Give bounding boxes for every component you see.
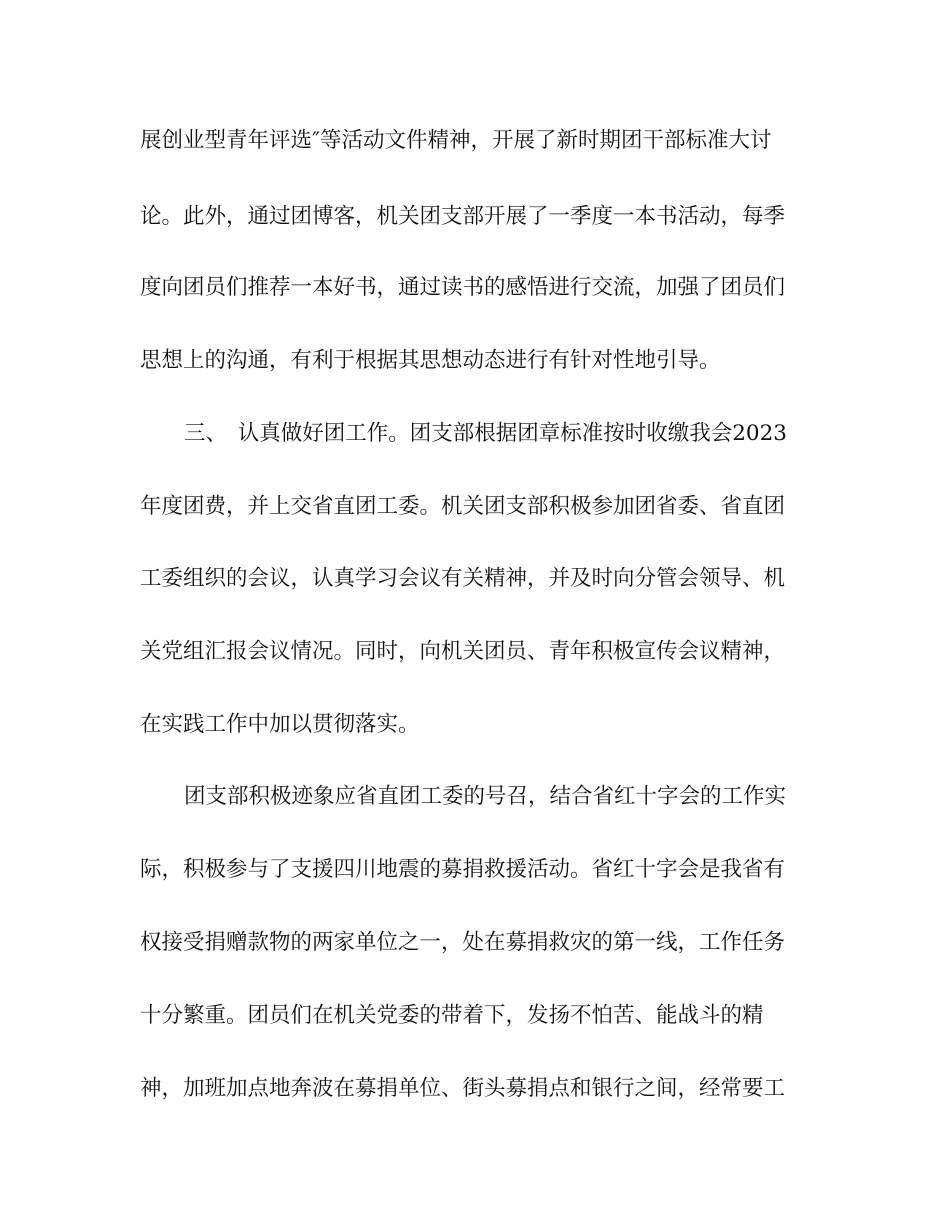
text-line: 论。此外，通过团博客，机关团支部开展了一季度一本书活动，每季 bbox=[140, 204, 786, 229]
text-line: 际，积极参与了支援四川地震的募捐救援活动。省红十字会是我省有 bbox=[140, 857, 786, 882]
text-line: 工委组织的会议，认真学习会议有关精神，并及时向分管会领导、机 bbox=[140, 566, 786, 591]
section-heading-line: 三、 认真做好团工作。团支部根据团章标准按时收缴我会2023 bbox=[184, 421, 787, 446]
text-line: 关党组汇报会议情况。同时，向机关团员、青年积极宣传会议精神， bbox=[140, 639, 786, 664]
text-line: 权接受捐赠款物的两家单位之一，处在募捐救灾的第一线，工作任务 bbox=[140, 930, 786, 955]
text-line: 展创业型青年评选″等活动文件精神，开展了新时期团干部标准大讨 bbox=[140, 128, 772, 153]
text-line: 年度团费，并上交省直团工委。机关团支部积极参加团省委、省直团 bbox=[140, 494, 786, 519]
text-line: 在实践工作中加以贯彻落实。 bbox=[140, 712, 420, 737]
paragraph-start-line: 团支部积极迹象应省直团工委的号召，结合省红十字会的工作实 bbox=[184, 784, 787, 809]
text-line: 神，加班加点地奔波在募捐单位、街头募捐点和银行之间，经常要工 bbox=[140, 1076, 786, 1101]
text-line: 十分繁重。团员们在机关党委的带着下，发扬不怕苦、能战斗的精 bbox=[140, 1003, 764, 1028]
text-line: 度向团员们推荐一本好书，通过读书的感悟进行交流，加强了团员们 bbox=[140, 275, 786, 300]
text-line: 思想上的沟通，有利于根据其思想动态进行有针对性地引导。 bbox=[140, 348, 721, 373]
